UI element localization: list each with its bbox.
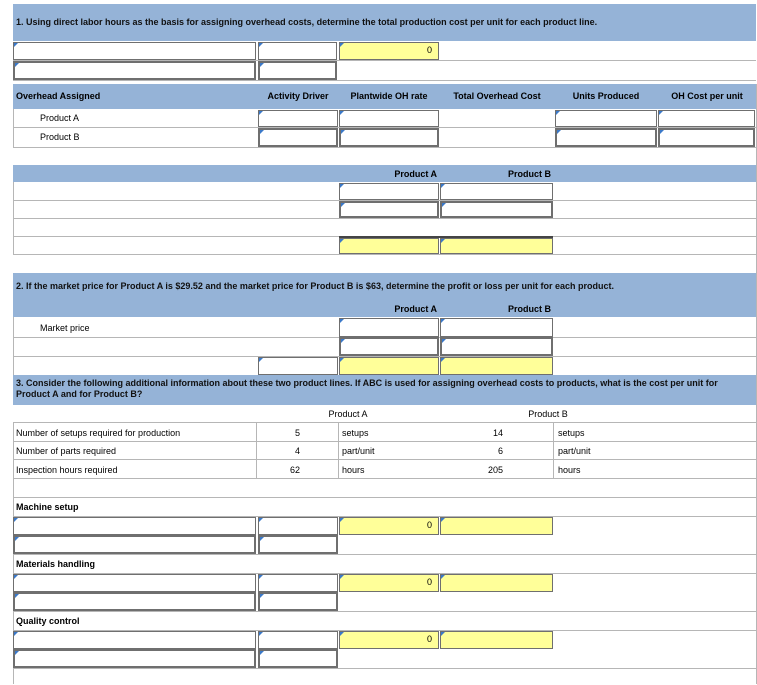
q3-question: 3. Consider the following additional information about these two product lines. If ABC is used for assigning overhead costs to products, what is the cost per unit for Product A and for Product B? xyxy=(16,378,718,399)
product-a-oh-rate-input[interactable] xyxy=(339,110,439,127)
parts-product-b-value: 6 xyxy=(497,446,503,456)
materials-handling-total-input[interactable] xyxy=(339,574,439,592)
machine-setup-label-input-2[interactable] xyxy=(13,535,256,554)
cost-row1-product-a-input[interactable] xyxy=(339,183,439,200)
product-b-units-input[interactable] xyxy=(555,128,657,147)
inspection-product-b-unit: hours xyxy=(558,465,581,475)
materials-handling-total-value: 0 xyxy=(426,577,432,587)
quality-control-total-value: 0 xyxy=(426,634,432,644)
cost-row2-product-b-input[interactable] xyxy=(440,201,553,218)
q3-product-b-header: Product B xyxy=(528,409,568,419)
machine-setup-driver-input-2[interactable] xyxy=(258,535,338,554)
product-a-units-input[interactable] xyxy=(555,110,657,127)
product-b-oh-rate-input[interactable] xyxy=(339,128,439,147)
setups-product-b-value: 14 xyxy=(492,428,503,438)
inspection-product-b-value: 205 xyxy=(487,465,503,475)
q2-product-a-header: Product A xyxy=(394,304,437,314)
inspection-product-a-unit: hours xyxy=(342,465,365,475)
total-overhead-cost-header: Total Overhead Cost xyxy=(453,91,541,101)
q2-profit-product-a-input[interactable] xyxy=(339,357,439,375)
q2-profit-label-input[interactable] xyxy=(258,357,338,375)
product-a-oh-cost-input[interactable] xyxy=(658,110,755,127)
product-b-label: Product B xyxy=(40,132,80,142)
materials-handling-product-b-input[interactable] xyxy=(440,574,553,592)
setups-label: Number of setups required for production xyxy=(16,428,181,438)
machine-setup-driver-input-1[interactable] xyxy=(258,517,338,535)
units-produced-header: Units Produced xyxy=(572,91,640,101)
q1-top-driver-input-1[interactable] xyxy=(258,42,337,60)
materials-handling-driver-input-2[interactable] xyxy=(258,592,338,611)
materials-handling-label-input-1[interactable] xyxy=(13,574,256,592)
cost-row1-product-b-input[interactable] xyxy=(440,183,553,200)
plantwide-oh-rate-header: Plantwide OH rate xyxy=(350,91,428,101)
machine-setup-total-input[interactable] xyxy=(339,517,439,535)
materials-handling-label-input-2[interactable] xyxy=(13,592,256,611)
machine-setup-title: Machine setup xyxy=(16,502,79,512)
product-b-oh-cost-input[interactable] xyxy=(658,128,755,147)
cost-total-product-a-input[interactable] xyxy=(339,238,439,254)
inspection-label: Inspection hours required xyxy=(16,465,118,475)
q2-row2-product-b-input[interactable] xyxy=(440,337,553,356)
q1-top-total-value: 0 xyxy=(426,45,432,55)
quality-control-driver-input-2[interactable] xyxy=(258,649,338,668)
cost-product-b-header: Product B xyxy=(507,169,551,179)
q1-top-label-input-1[interactable] xyxy=(13,42,256,60)
market-price-label: Market price xyxy=(40,323,90,333)
cost-product-a-header: Product A xyxy=(394,169,437,179)
materials-handling-title: Materials handling xyxy=(16,559,96,569)
q2-product-b-header: Product B xyxy=(507,304,551,314)
materials-handling-driver-input-1[interactable] xyxy=(258,574,338,592)
parts-product-a-value: 4 xyxy=(294,446,300,456)
machine-setup-total-value: 0 xyxy=(426,520,432,530)
parts-label: Number of parts required xyxy=(16,446,117,456)
quality-control-title: Quality control xyxy=(16,616,80,626)
product-b-activity-driver-input[interactable] xyxy=(258,128,338,147)
q1-top-driver-input-2[interactable] xyxy=(258,61,337,80)
activity-driver-header: Activity Driver xyxy=(267,91,329,101)
cost-total-product-b-input[interactable] xyxy=(440,238,553,254)
market-price-product-a-input[interactable] xyxy=(339,318,439,337)
parts-product-a-unit: part/unit xyxy=(342,446,375,456)
parts-product-b-unit: part/unit xyxy=(558,446,591,456)
inspection-product-a-value: 62 xyxy=(289,465,300,475)
q2-question: 2. If the market price for Product A is $29.52 and the market price for Product B is $63, determine the profit or loss per unit for each product. xyxy=(16,281,614,291)
overhead-assigned-header: Overhead Assigned xyxy=(16,91,101,101)
q3-product-a-header: Product A xyxy=(328,409,368,419)
q2-profit-product-b-input[interactable] xyxy=(440,357,553,375)
product-a-label: Product A xyxy=(40,113,80,123)
machine-setup-product-b-input[interactable] xyxy=(440,517,553,535)
q1-top-total-input[interactable] xyxy=(339,42,439,60)
quality-control-total-input[interactable] xyxy=(339,631,439,649)
cost-row2-product-a-input[interactable] xyxy=(339,201,439,218)
market-price-product-b-input[interactable] xyxy=(440,318,553,337)
quality-control-driver-input-1[interactable] xyxy=(258,631,338,649)
machine-setup-label-input-1[interactable] xyxy=(13,517,256,535)
q1-top-label-input-2[interactable] xyxy=(13,61,256,80)
product-a-activity-driver-input[interactable] xyxy=(258,110,338,127)
quality-control-label-input-1[interactable] xyxy=(13,631,256,649)
q1-question: 1. Using direct labor hours as the basis for assigning overhead costs, determine the total production cost per unit for each product line. xyxy=(16,17,598,27)
setups-product-b-unit: setups xyxy=(558,428,585,438)
quality-control-product-b-input[interactable] xyxy=(440,631,553,649)
oh-cost-per-unit-header: OH Cost per unit xyxy=(671,91,743,101)
setups-product-a-unit: setups xyxy=(342,428,369,438)
q2-row2-product-a-input[interactable] xyxy=(339,337,439,356)
setups-product-a-value: 5 xyxy=(294,428,300,438)
quality-control-label-input-2[interactable] xyxy=(13,649,256,668)
